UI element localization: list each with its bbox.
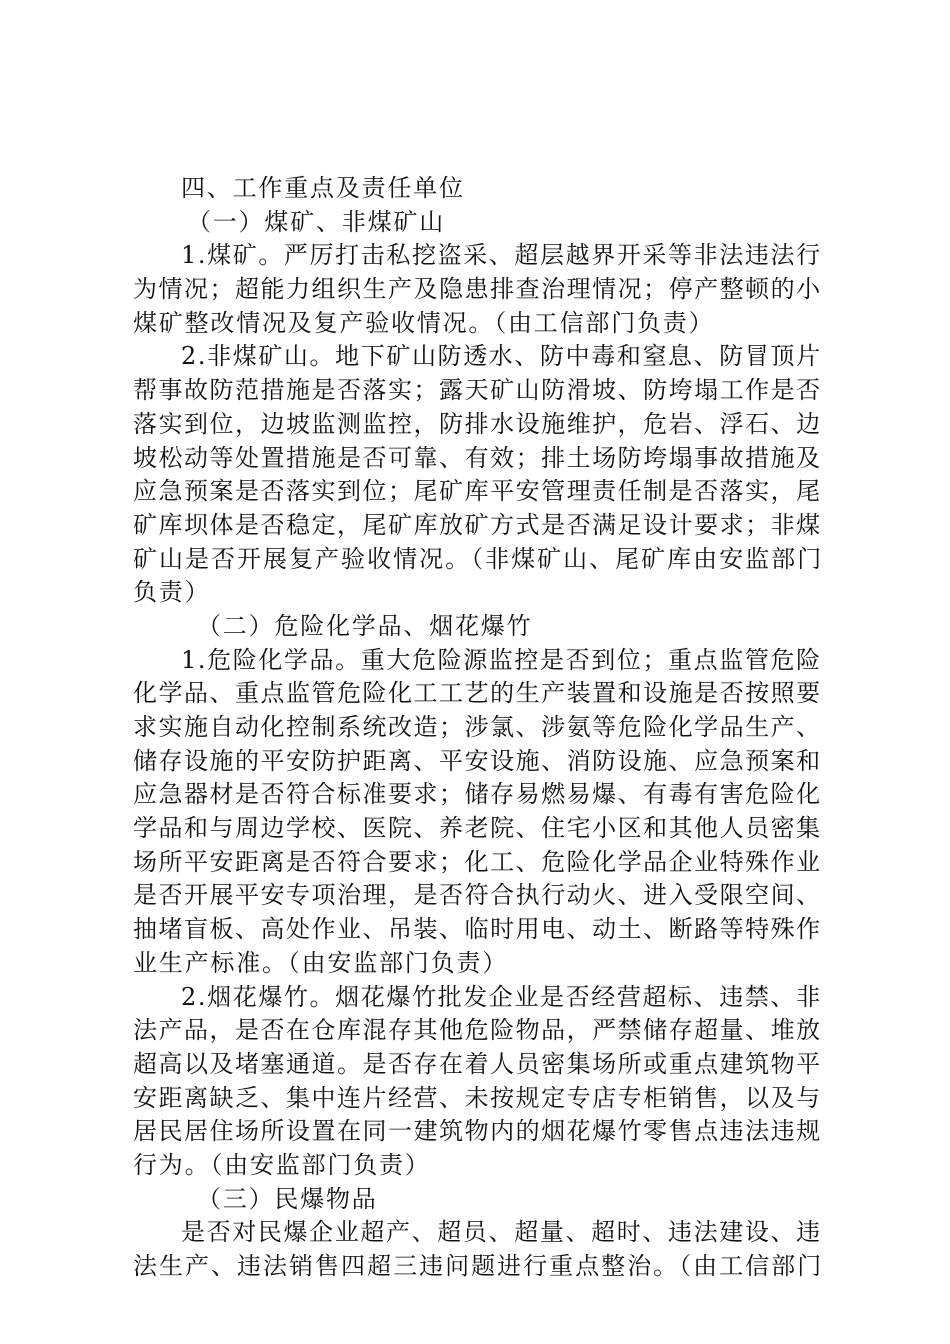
paragraph-line: 学品和与周边学校、医院、养老院、住宅小区和其他人员密集 [133, 814, 822, 843]
paragraph-line: 求实施自动化控制系统改造；涉氯、涉氨等危险化学品生产、 [133, 713, 822, 741]
paragraph-line: 化学品、重点监管危险化工工艺的生产装置和设施是否按照要 [133, 679, 822, 708]
paragraph-line: 负责） [133, 578, 211, 607]
paragraph-line: 居民居住场所设置在同一建筑物内的烟花爆竹零售点违法违规 [133, 1117, 822, 1146]
paragraph-line: 法产品，是否在仓库混存其他危险物品，严禁储存超量、堆放 [133, 1016, 822, 1045]
paragraph-line: 矿山是否开展复产验收情况。（非煤矿山、尾矿库由安监部门 [133, 544, 823, 573]
subsection-heading: （一）煤矿、非煤矿山 [187, 207, 445, 236]
paragraph-line: 是否开展平安专项治理，是否符合执行动火、进入受限空间、 [133, 881, 822, 910]
paragraph-line: 为情况；超能力组织生产及隐患排查治理情况；停产整顿的小 [133, 275, 822, 304]
paragraph-line: 安距离缺乏、集中连片经营、未按规定专店专柜销售，以及与 [133, 1083, 822, 1112]
paragraph-line: 场所平安距离是否符合要求；化工、危险化学品企业特殊作业 [133, 847, 822, 876]
subsection-heading: （二）危险化学品、烟花爆竹 [197, 611, 533, 640]
subsection-heading: （三）民爆物品 [197, 1184, 378, 1213]
paragraph-line: 煤矿整改情况及复产验收情况。（由工信部门负责） [133, 308, 715, 337]
paragraph-line: 应急预案是否落实到位；尾矿库平安管理责任制是否落实，尾 [133, 477, 822, 506]
paragraph-line: 储存设施的平安防护距离、平安设施、消防设施、应急预案和 [133, 746, 822, 775]
paragraph-line: 矿库坝体是否稳定，尾矿库放矿方式是否满足设计要求；非煤 [133, 510, 822, 539]
paragraph-line: 业生产标准。（由安监部门负责） [133, 948, 508, 977]
paragraph-line: 帮事故防范措施是否落实；露天矿山防滑坡、防垮塌工作是否 [133, 376, 822, 405]
paragraph-line: 1.危险化学品。重大危险源监控是否到位；重点监管危险 [181, 645, 822, 674]
paragraph-line: 是否对民爆企业超产、超员、超量、超时、违法建设、违 [181, 1218, 822, 1247]
paragraph-line: 应急器材是否符合标准要求；储存易燃易爆、有毒有害危险化 [133, 780, 822, 809]
paragraph-line: 1.煤矿。严厉打击私挖盗采、超层越界开采等非法违法行 [181, 241, 822, 270]
paragraph-line: 2.非煤矿山。地下矿山防透水、防中毒和窒息、防冒顶片 [181, 342, 822, 371]
paragraph-line: 行为。（由安监部门负责） [133, 1150, 431, 1179]
section-heading: 四、工作重点及责任单位 [181, 174, 465, 202]
paragraph-line: 超高以及堵塞通道。是否存在着人员密集场所或重点建筑物平 [133, 1049, 822, 1078]
document-body [133, 172, 823, 1284]
paragraph-line: 法生产、违法销售四超三违问题进行重点整治。（由工信部门 [133, 1252, 823, 1280]
paragraph-line: 坡松动等处置措施是否可靠、有效；排土场防垮塌事故措施及 [133, 443, 822, 472]
paragraph-line: 抽堵盲板、高处作业、吊装、临时用电、动土、断路等特殊作 [133, 915, 822, 944]
paragraph-line: 2.烟花爆竹。烟花爆竹批发企业是否经营超标、违禁、非 [181, 982, 822, 1011]
paragraph-line: 落实到位，边坡监测监控，防排水设施维护，危岩、浮石、边 [133, 409, 822, 438]
